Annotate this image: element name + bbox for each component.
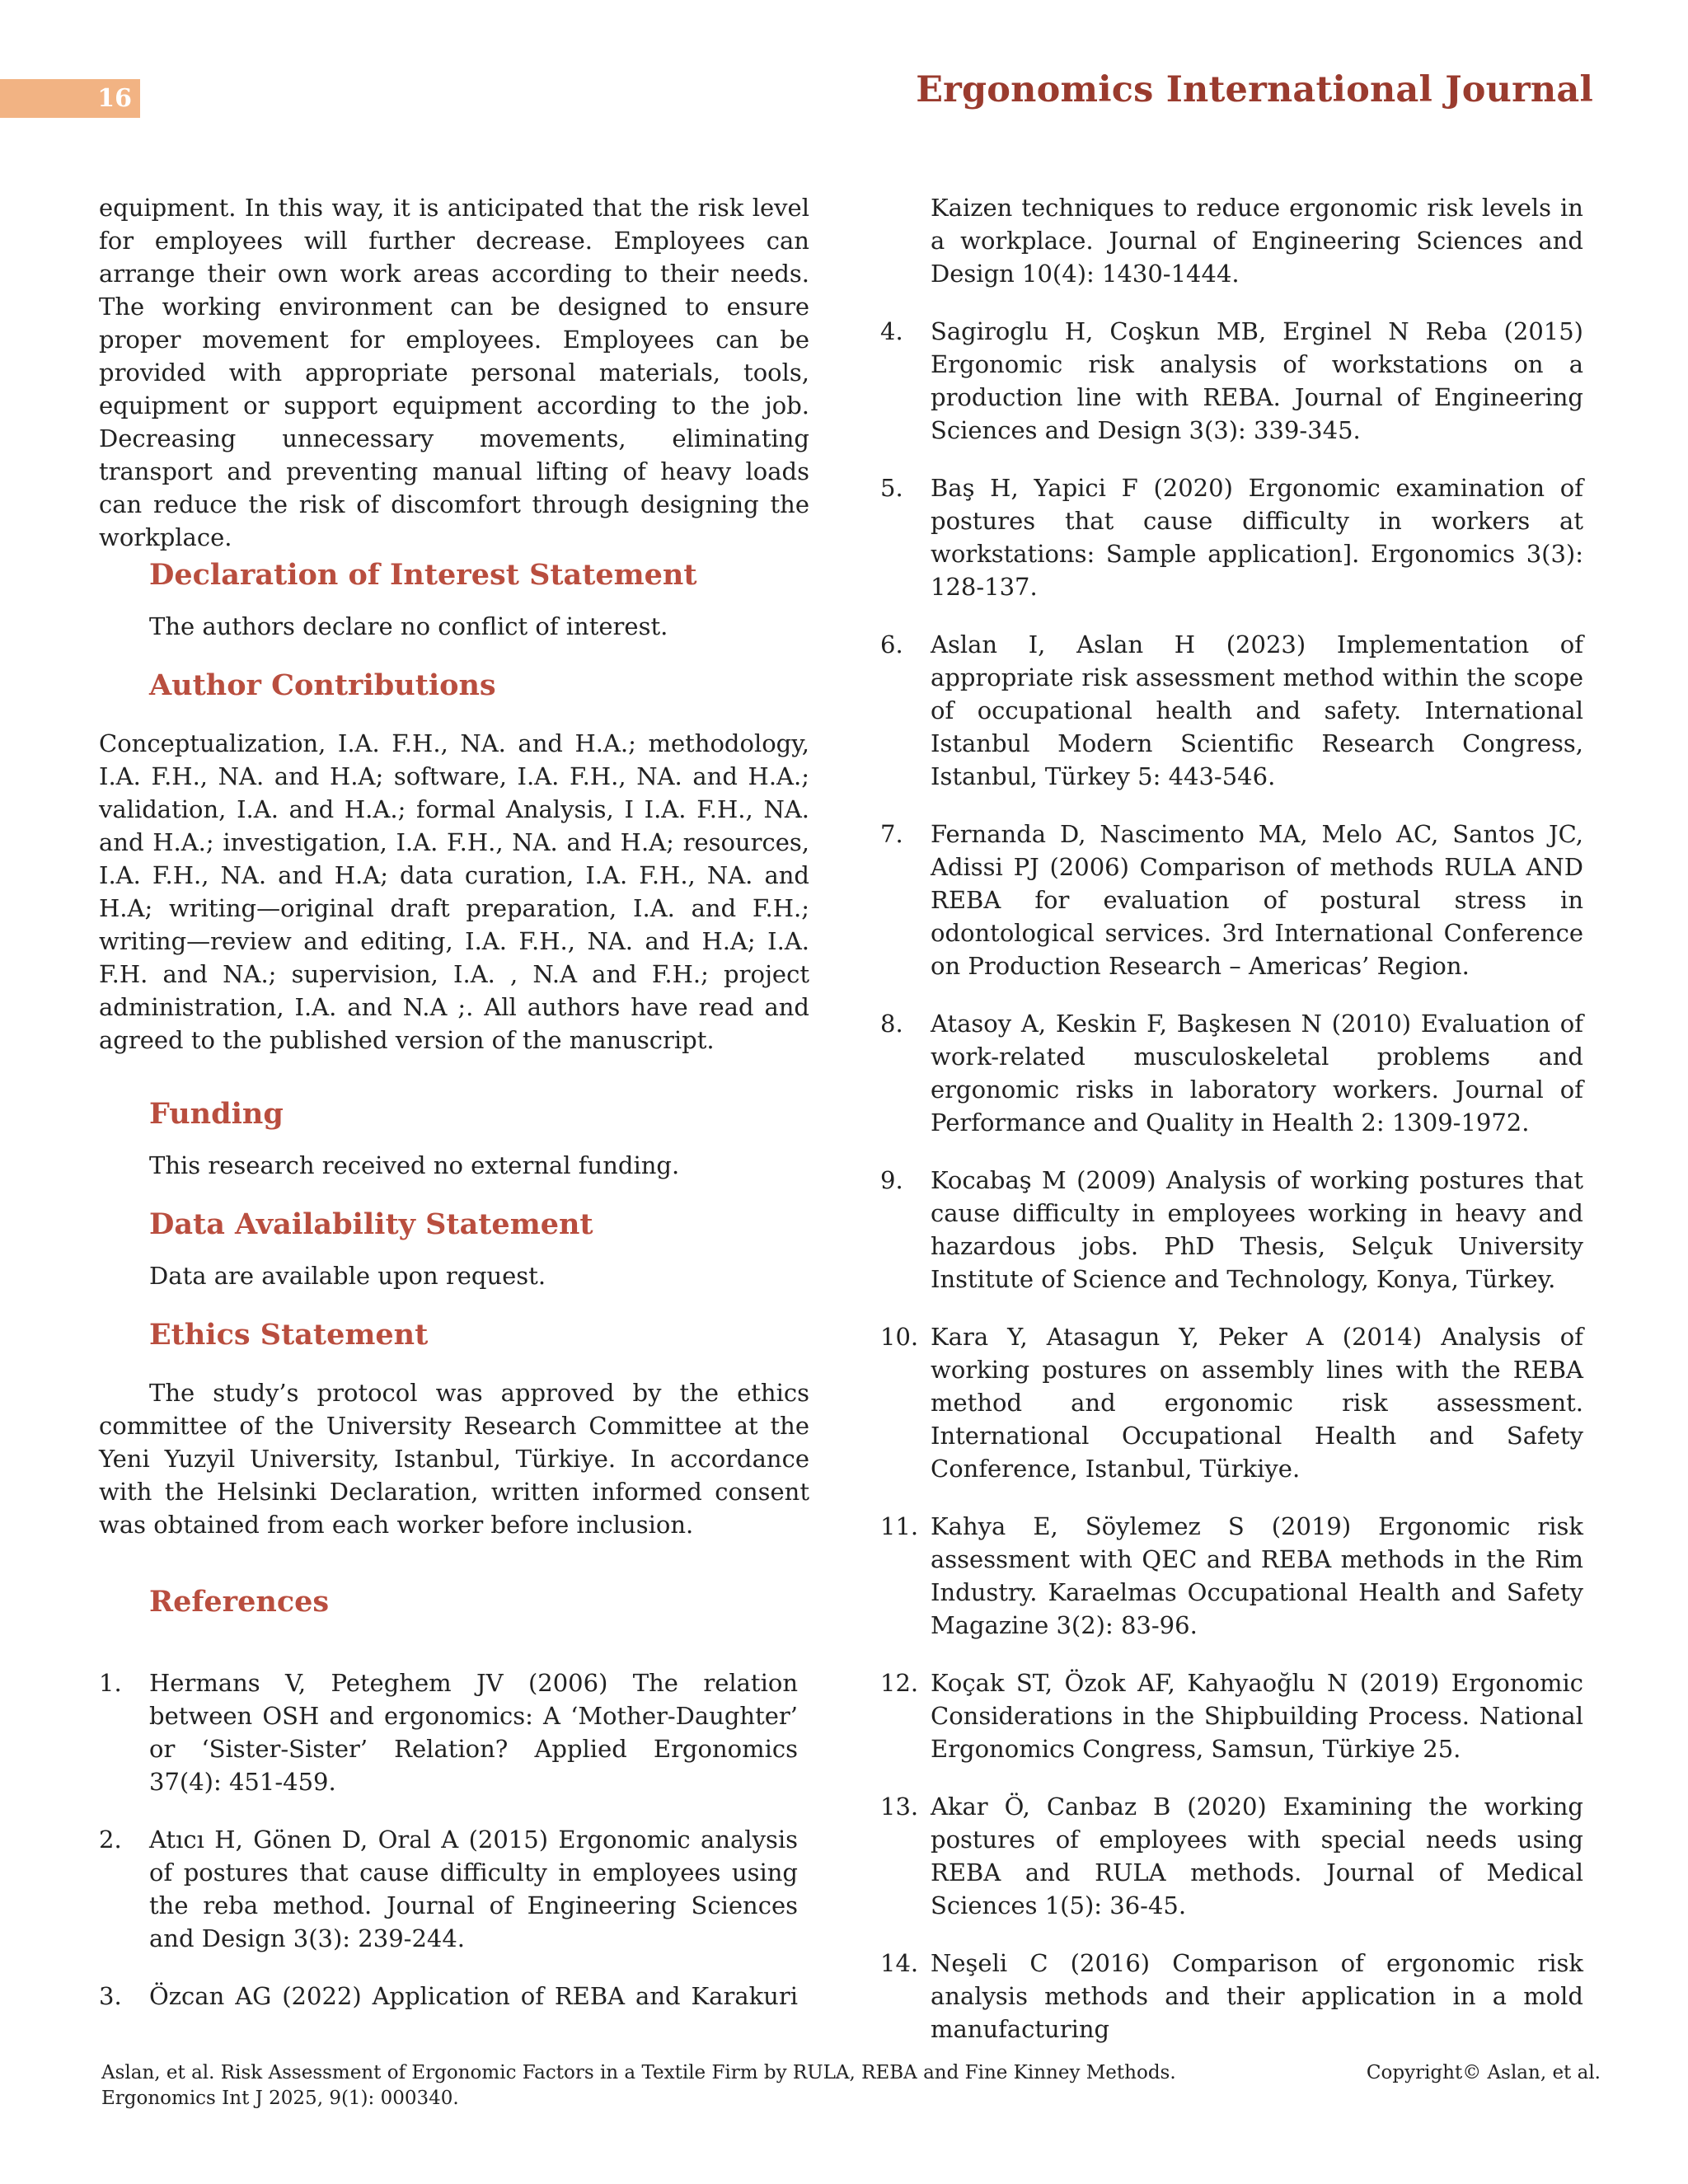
declaration-text: The authors declare no conflict of interest. — [149, 612, 668, 640]
journal-title: Ergonomics International Journal — [916, 69, 1593, 110]
right-column — [880, 191, 1583, 2046]
reference-text: Baş H, Yapici F (2020) Ergonomic examination of postures that cause difficulty in workers at workstations: Sample application]. Ergonomics 3(3): 128-137. — [931, 474, 1583, 601]
reference-item — [880, 1947, 1583, 2046]
reference-item — [880, 818, 1583, 982]
reference-item — [880, 1007, 1583, 1139]
ethics-heading: Ethics Statement — [149, 1318, 429, 1352]
reference-text: Hermans V, Peteghem JV (2006) The relation between OSH and ergonomics: A ‘Mother-Daughter’ or ‘Sister-Sister’ Relation? Applied Ergonomics 37(4): 451-459. — [149, 1669, 798, 1796]
reference-number: 2. — [99, 1825, 122, 1854]
footer-citation — [101, 2060, 1176, 2111]
reference-text: Neşeli C (2016) Comparison of ergonomic risk analysis methods and their application in a mold manufacturing — [931, 1949, 1583, 2043]
reference-number: 12. — [880, 1669, 919, 1697]
reference-number: 1. — [99, 1669, 122, 1697]
page-number: 16 — [0, 79, 140, 118]
references-heading: References — [149, 1585, 330, 1619]
reference-number: 5. — [880, 474, 903, 502]
data-availability-heading: Data Availability Statement — [149, 1207, 593, 1241]
declaration-heading: Declaration of Interest Statement — [149, 558, 697, 592]
reference-number: 9. — [880, 1166, 903, 1194]
reference-number: 7. — [880, 820, 903, 848]
reference-item — [880, 1790, 1583, 1922]
reference-text: Sagiroglu H, Coşkun MB, Erginel N Reba (2015) Ergonomic risk analysis of workstations on a production line with REBA. Journal of Engineering Sciences and Design 3(3): 339-345. — [931, 317, 1583, 444]
reference-item — [99, 1980, 809, 2013]
ethics-text: The study’s protocol was approved by the ethics committee of the University Research Committee at the Yeni Yuzyil University, Istanbul, Türkiye. In accordance with the Helsinki Declaration, written informed consent was obtained from each worker before inclusion. — [99, 1379, 809, 1539]
intro-paragraph: equipment. In this way, it is anticipated that the risk level for employees will further decrease. Employees can arrange their own work areas according to their needs. The working environment can be designed to ensure proper movement for employees. Employees can be provided with appropriate personal materials, tools, equipment or support equipment according to the job. Decreasing unnecessary movements, eliminating transport and preventing manual lifting of heavy loads can reduce the risk of discomfort through designing the workplace. — [99, 194, 809, 551]
reference-item — [880, 315, 1583, 447]
reference-item — [880, 628, 1583, 793]
reference-number: 11. — [880, 1512, 919, 1540]
reference-continuation: Kaizen techniques to reduce ergonomic risk levels in a workplace. Journal of Engineering Sciences and Design 10(4): 1430-1444. — [931, 194, 1583, 288]
reference-text: Fernanda D, Nascimento MA, Melo AC, Santos JC, Adissi PJ (2006) Comparison of methods RULA AND REBA for evaluation of postural stress in odontological services. 3rd International Conference on Production Research – Americas’ Region. — [931, 820, 1583, 980]
funding-text: This research received no external funding. — [149, 1151, 680, 1179]
reference-text: Kara Y, Atasagun Y, Peker A (2014) Analysis of working postures on assembly lines with the REBA method and ergonomic risk assessment. International Occupational Health and Safety Conference, Istanbul, Türkiye. — [931, 1323, 1583, 1483]
reference-number: 6. — [880, 630, 903, 658]
reference-item — [99, 1666, 809, 1798]
reference-item — [880, 1164, 1583, 1296]
reference-number: 8. — [880, 1010, 903, 1038]
reference-text: Özcan AG (2022) Application of REBA and Karakuri — [149, 1982, 798, 2010]
contributions-text: Conceptualization, I.A. F.H., NA. and H.A.; methodology, I.A. F.H., NA. and H.A; software, I.A. F.H., NA. and H.A.; validation, I.A. and H.A.; formal Analysis, I I.A. F.H., NA. and H.A.; investigation, I.A. F.H., NA. and H.A; resources, I.A. F.H., NA. and H.A; data curation, I.A. F.H., NA. and H.A; writing—original draft preparation, I.A. and F.H.; writing—review and editing, I.A. F.H., NA. and H.A; I.A. F.H. and NA.; supervision, I.A. , N.A and F.H.; project administration, I.A. and N.A ;. All authors have read and agreed to the published version of the manuscript. — [99, 729, 809, 1054]
reference-text: Akar Ö, Canbaz B (2020) Examining the working postures of employees with special needs using REBA and RULA methods. Journal of Medical Sciences 1(5): 36-45. — [931, 1793, 1583, 1919]
footer-copyright: Copyright© Aslan, et al. — [1366, 2062, 1601, 2083]
reference-text: Atıcı H, Gönen D, Oral A (2015) Ergonomic analysis of postures that cause difficulty in employees using the reba method. Journal of Engineering Sciences and Design 3(3): 239-244. — [149, 1825, 798, 1952]
reference-text: Koçak ST, Özok AF, Kahyaoğlu N (2019) Ergonomic Considerations in the Shipbuilding Process. National Ergonomics Congress, Samsun, Türkiye 25. — [931, 1669, 1583, 1763]
footer-citation-line1: Aslan, et al. Risk Assessment of Ergonomic Factors in a Textile Firm by RULA, REBA and Fine Kinney Methods. — [101, 2062, 1176, 2083]
data-availability-text: Data are available upon request. — [149, 1262, 546, 1290]
reference-number: 4. — [880, 317, 903, 345]
reference-item — [880, 1320, 1583, 1485]
reference-item — [880, 471, 1583, 603]
reference-number: 10. — [880, 1323, 919, 1351]
funding-heading: Funding — [149, 1097, 284, 1131]
reference-item — [880, 1510, 1583, 1642]
reference-text: Atasoy A, Keskin F, Başkesen N (2010) Evaluation of work-related musculoskeletal problems and ergonomic risks in laboratory workers. Journal of Performance and Quality in Health 2: 1309-1972. — [931, 1010, 1583, 1137]
contributions-heading: Author Contributions — [149, 668, 496, 702]
footer-citation-line2: Ergonomics Int J 2025, 9(1): 000340. — [101, 2088, 459, 2109]
reference-text: Kahya E, Söylemez S (2019) Ergonomic risk assessment with QEC and REBA methods in the Rim Industry. Karaelmas Occupational Health and Safety Magazine 3(2): 83-96. — [931, 1512, 1583, 1639]
reference-number: 14. — [880, 1949, 919, 1977]
reference-number: 3. — [99, 1982, 122, 2010]
reference-item — [99, 1823, 809, 1955]
reference-text: Kocabaş M (2009) Analysis of working postures that cause difficulty in employees working in heavy and hazardous jobs. PhD Thesis, Selçuk University Institute of Science and Technology, Konya, Türkey. — [931, 1166, 1583, 1293]
reference-item — [880, 1666, 1583, 1765]
reference-text: Aslan I, Aslan H (2023) Implementation of appropriate risk assessment method within the scope of occupational health and safety. International Istanbul Modern Scientific Research Congress, Istanbul, Türkey 5: 443-546. — [931, 630, 1583, 790]
reference-number: 13. — [880, 1793, 919, 1821]
left-column — [99, 191, 809, 2013]
